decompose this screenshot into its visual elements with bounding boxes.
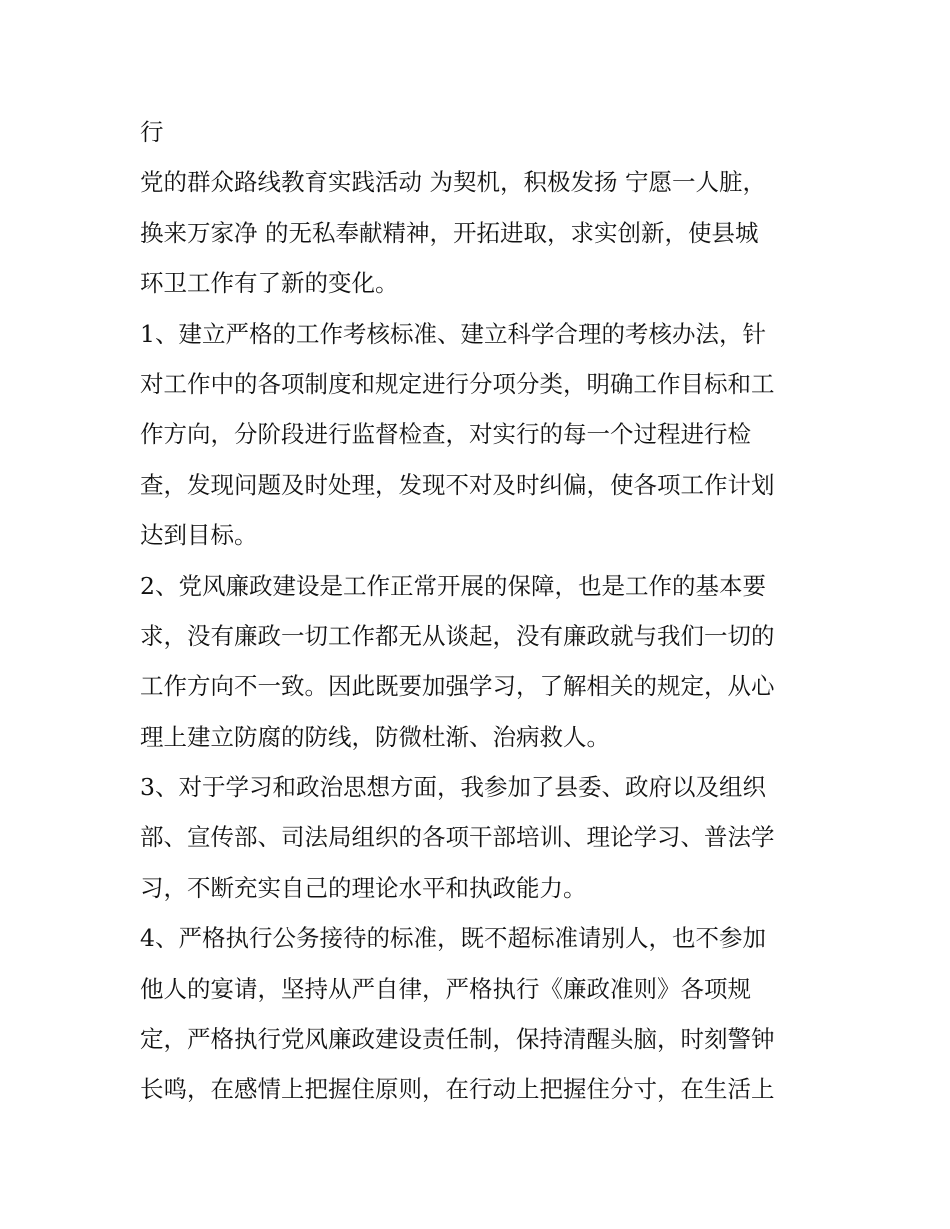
text-line: 4、严格执行公务接待的标准，既不超标准请别人，也不参加 [140,924,766,953]
text-line: 部、宣传部、司法局组织的各项干部培训、理论学习、普法学 [140,823,775,852]
text-line: 环卫工作有了新的变化。 [140,269,399,298]
text-line: 理上建立防腐的防线，防微杜渐、治病救人。 [140,722,610,751]
text-line: 定，严格执行党风廉政建设责任制，保持清醒头脑，时刻警钟 [140,1025,775,1054]
text-line: 作方向，分阶段进行监督检查，对实行的每一个过程进行检 [140,420,751,449]
text-line: 习，不断充实自己的理论水平和执政能力。 [140,873,587,902]
text-line: 党的群众路线教育实践活动 为契机，积极发扬 宁愿一人脏， [140,168,766,197]
text-line: 2、党风廉政建设是工作正常开展的保障，也是工作的基本要 [140,571,766,600]
text-line: 他人的宴请，坚持从严自律，严格执行《廉政准则》各项规 [140,974,751,1003]
text-line: 求，没有廉政一切工作都无从谈起，没有廉政就与我们一切的 [140,621,775,650]
text-line: 查，发现问题及时处理，发现不对及时纠偏，使各项工作计划 [140,470,775,499]
text-line: 1、建立严格的工作考核标准、建立科学合理的考核办法，针 [140,319,766,348]
document-body [140,107,820,1115]
text-line: 工作方向不一致。因此既要加强学习，了解相关的规定，从心 [140,672,775,701]
text-line: 行 [140,118,164,146]
text-line: 3、对于学习和政治思想方面，我参加了县委、政府以及组织 [140,773,766,802]
text-line: 对工作中的各项制度和规定进行分项分类，明确工作目标和工 [140,369,775,398]
text-line: 长鸣，在感情上把握住原则，在行动上把握住分寸，在生活上 [140,1075,775,1104]
text-line: 达到目标。 [140,521,258,550]
text-line: 换来万家净 的无私奉献精神，开拓进取，求实创新，使县城 [140,218,759,247]
